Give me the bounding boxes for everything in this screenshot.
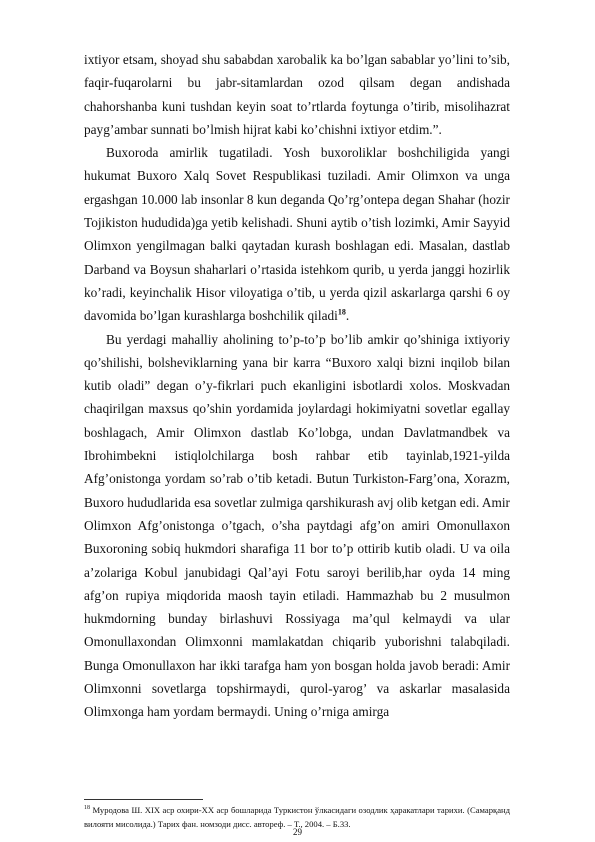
- page-number: 29: [293, 827, 302, 837]
- footnote-divider: [84, 799, 203, 800]
- paragraph-1: [84, 48, 510, 141]
- footnote-reference[interactable]: 18: [337, 307, 346, 317]
- paragraph-2: Buxoroda amirlik tugatiladi. Yosh buxoroliklar boshchiligida yangi hukumat Buxoro Xalq Sovet Respublikasi tuziladi. Amir Olimxon va unga ergashgan 10.000 lab insonlar 8 kun deganda Qo’rg’ontepa degan Shahar (hozir Tojikiston hududida)ga yetib kelishadi. Shuni aytib o’tish lozimki, Amir Sayyid Olimxon yengilmagan balki qaytadan kurash boshlagan edi. Masalan, dastlab Darband va Boysun shaharlari o’rtasida istehkom qurib, u yerda janggi hozirlik ko’radi, keyinchalik Hisor viloyatiga o’tib, u yerda qizil askarlarga qarshi 6 oy davomida bo’lgan kurashlarga boshchilik qiladi$^{18}$.: [84, 145, 510, 324]
- paragraph-3-text: Bu yerdagi mahalliy aholining to’p-to’p bo’lib amkir qo’shiniga ixtiyoriy qo’shilishi, bolsheviklarning yana bir karra “Buxoro xalqi bizni inqilob bilan kutib oladi” degan o’y-fikrlari puch ekanligini isbotlardi xolos. Moskvadan chaqirilgan maxsus qo’shin yordamida joylardagi hokimiyatni sovetlar egallay boshlagach, Amir Olimxon dastlab Ko’lobga, undan Davlatmandbek va Ibrohimbekni istiqlolchilarga bosh rahbar etib tayinlab,1921-yilda Afg’onistonga yordam so’rab o’tib ketadi. Butun Turkiston-Farg’ona, Xorazm, Buxoro hududlarida esa sovetlar zulmiga qarshikurash avj olib ketgan edi. Amir Olimxon Afg’onistonga o’tgach, o’sha paytdagi afg’on amiri Omonullaxon Buxoroning sobiq hukmdori sharafiga 11 bor to’p ottirib kutib oladi. U va oila a’zolariga Kobul janubidagi Qal’ayi Fotu saroyi berilib,har oyda 14 ming afg’on rupiya miqdorida maosh tayin etiladi. Hammazhab bu 2 musulmon hukmdorning bunday birlashuvi Rossiyaga ma’qul kelmaydi va ular Omonullaxondan Olimxonni mamlakatdan chiqarib yuborishni talabqiladi. Bunga Omonullaxon har ikki tarafga ham yon bosgan holda javob beradi: Amir Olimxonni sovetlarga topshirmaydi, qurol-yarog’ va askarlar masalasida Olimxonga ham yordam bermaydi. Uning o’rniga amirga: [84, 331, 510, 720]
- page-body: [84, 48, 510, 724]
- paragraph-1-text: ixtiyor etsam, shoyad shu sababdan xarobalik ka bo’lgan sabablar yo’lini to’sib, faqir-fuqarolarni bu jabr-sitamlardan ozod qilsam degan andishada chahorshanba kuni tushdan keyin soat to’rtlarda foytunga o’tirib, misolihazrat payg’ambar sunnati bo’lmish hijrat kabi ko’chishni ixtiyor etdim.”.: [84, 52, 510, 137]
- footnote-number: 18: [84, 805, 90, 812]
- paragraph-3: [84, 328, 510, 724]
- paragraph-2-text: Buxoroda amirlik tugatiladi. Yosh buxoroliklar boshchiligida yangi hukumat Buxoro Xalq Sovet Respublikasi tuziladi. Amir Olimxon va unga ergashgan 10.000 lab insonlar 8 kun deganda Qo’rg’ontepa degan Shahar (hozir Tojikiston hududida)ga yetib kelishadi. Shuni aytib o’tish lozimki, Amir Sayyid Olimxon yengilmagan balki qaytadan kurash boshlagan edi. Masalan, dastlab Darband va Boysun shaharlari o’rtasida istehkom qurib, u yerda janggi hozirlik ko’radi, keyinchalik Hisor viloyatiga o’tib, u yerda qizil askarlarga qarshi 6 oy davomida bo’lgan kurashlarga boshchilik qiladi: [84, 145, 510, 324]
- footnote-text: Муродова Ш. XIX аср охири-XX аср бошларида Туркистон ўлкасидаги озодлик ҳаракатлари тарихи. (Самарқанд вилояти мисолида.) Тарих фан. номзоди дисс. автореф. – Т., 2004. – Б.33.: [84, 805, 510, 829]
